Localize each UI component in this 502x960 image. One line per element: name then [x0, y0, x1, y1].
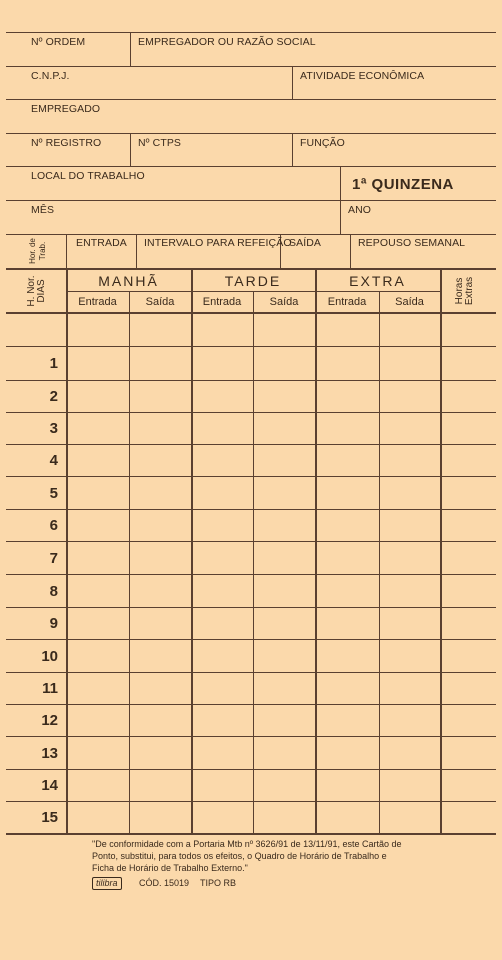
tilibra-logo: tilibra	[92, 877, 122, 890]
ctps-label: Nº CTPS	[138, 137, 182, 149]
local-trabalho-label: LOCAL DO TRABALHO	[31, 170, 145, 182]
day-number: 13	[41, 745, 58, 762]
empregador-label: EMPREGADOR OU RAZÃO SOCIAL	[138, 36, 316, 48]
ordem-label: Nº ORDEM	[31, 36, 86, 48]
extra-entrada-header: Entrada	[327, 296, 367, 308]
horario-intervalo-label: INTERVALO PARA REFEIÇÃO	[144, 237, 292, 249]
horario-trabalho-label: Hor. de Trab.	[28, 238, 47, 264]
registro-label: Nº REGISTRO	[31, 137, 102, 149]
day-number: 6	[49, 517, 58, 534]
manha-entrada-header: Entrada	[78, 296, 117, 308]
horario-repouso-label: REPOUSO SEMANAL	[358, 237, 466, 249]
horario-saida-label: SAÍDA	[289, 237, 322, 249]
tipo-label: TIPO RB	[200, 878, 237, 888]
funcao-label: FUNÇÃO	[300, 137, 345, 149]
day-number: 14	[41, 777, 58, 794]
horario-entrada-label: ENTRADA	[76, 237, 127, 249]
cnpj-label: C.N.P.J.	[31, 70, 70, 82]
legal-notice: "De conformidade com a Portaria Mtb nº 3626/91 de 13/11/91, este Cartão de Ponto, substitui, para todos os efeitos, o Quadro de Horário de Trabalho e Ficha de Horário de Trabalho Externo."	[92, 839, 402, 873]
day-number: 8	[49, 583, 58, 600]
manha-header: MANHÃ	[98, 273, 159, 289]
quinzena-title: 1ª QUINZENA	[352, 176, 454, 193]
ano-label: ANO	[348, 204, 372, 216]
day-number: 9	[49, 615, 58, 632]
day-number: 4	[49, 452, 58, 469]
tarde-header: TARDE	[224, 273, 282, 289]
horas-extras-header: Horas Extras	[454, 276, 475, 306]
empregado-label: EMPREGADO	[31, 103, 101, 115]
extra-saida-header: Saída	[395, 296, 424, 308]
manha-saida-header: Saída	[145, 296, 175, 308]
extra-header: EXTRA	[349, 273, 406, 289]
day-number: 5	[49, 485, 58, 502]
dias-header: H. Nor. DIAS	[26, 275, 47, 307]
atividade-label: ATIVIDADE ECONÔMICA	[300, 70, 425, 82]
day-number: 1	[49, 355, 58, 372]
day-number: 12	[41, 712, 58, 729]
day-number: 15	[41, 809, 58, 826]
tarde-saida-header: Saída	[269, 296, 299, 308]
day-number: 2	[49, 388, 58, 405]
day-number: 3	[49, 420, 58, 437]
day-number: 11	[42, 680, 58, 697]
cod-label: CÓD. 15019	[139, 878, 190, 888]
day-number: 10	[41, 648, 58, 665]
tarde-entrada-header: Entrada	[202, 296, 242, 308]
mes-label: MÊS	[31, 204, 55, 216]
day-number: 7	[49, 550, 58, 567]
